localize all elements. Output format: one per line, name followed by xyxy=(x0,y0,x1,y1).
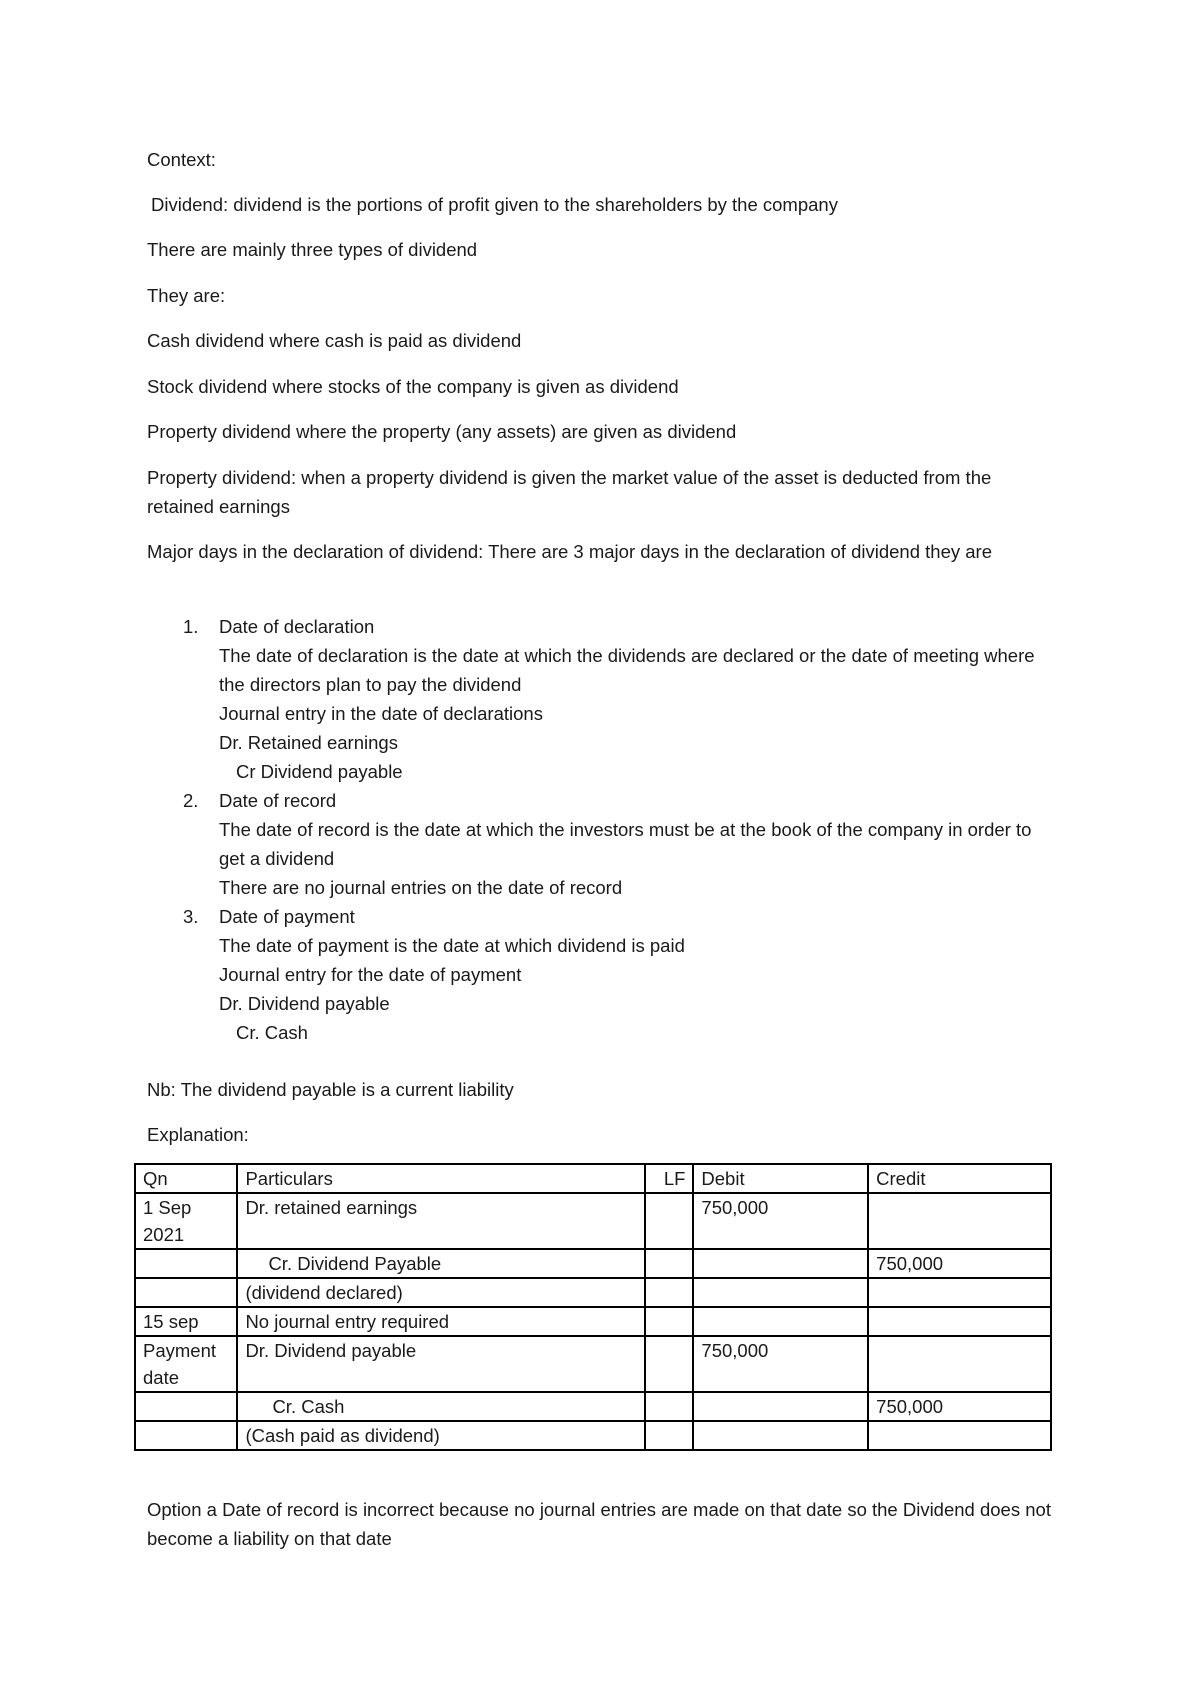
option-a-text: Option a Date of record is incorrect because no journal entries are made on that date so the Dividend does not become a liability on that date xyxy=(147,1499,1051,1549)
cell-particulars: Cr. Dividend Payable xyxy=(237,1249,645,1278)
list-item-debit-entry: Dr. Retained earnings xyxy=(219,732,398,753)
cell-debit xyxy=(693,1249,868,1278)
cell-debit xyxy=(693,1307,868,1336)
header-credit: Credit xyxy=(868,1164,1051,1193)
header-debit: Debit xyxy=(693,1164,868,1193)
cell-debit xyxy=(693,1392,868,1421)
cell-qn xyxy=(135,1421,237,1450)
cell-qn xyxy=(135,1249,237,1278)
cell-credit xyxy=(868,1336,1051,1392)
list-item-description: The date of record is the date at which the investors must be at the book of the company in order to get a dividend xyxy=(219,819,1032,869)
table-row xyxy=(135,1307,1051,1336)
cell-lf xyxy=(645,1392,693,1421)
cell-particulars: Dr. retained earnings xyxy=(237,1193,645,1249)
cell-particulars: (dividend declared) xyxy=(237,1278,645,1307)
list-item-journal-note: Journal entry for the date of payment xyxy=(219,964,522,985)
list-item-credit-entry: Cr Dividend payable xyxy=(236,761,403,782)
cell-particulars: (Cash paid as dividend) xyxy=(237,1421,645,1450)
cell-lf xyxy=(645,1336,693,1392)
cell-qn: 1 Sep 2021 xyxy=(135,1193,237,1249)
three-types-text: There are mainly three types of dividend xyxy=(147,239,478,260)
cell-debit xyxy=(693,1278,868,1307)
list-item-title: Date of record xyxy=(219,790,337,811)
list-item xyxy=(147,612,1053,786)
list-item xyxy=(147,786,1053,902)
cell-lf xyxy=(645,1307,693,1336)
cell-particulars: Dr. Dividend payable xyxy=(237,1336,645,1392)
table-header-row xyxy=(135,1164,1051,1193)
dividend-dates-list xyxy=(147,612,1053,1047)
list-item-title: Date of payment xyxy=(219,906,355,927)
table-row xyxy=(135,1336,1051,1392)
journal-table xyxy=(134,1163,1052,1451)
cell-lf xyxy=(645,1249,693,1278)
cell-lf xyxy=(645,1278,693,1307)
list-item-description: The date of payment is the date at which dividend is paid xyxy=(219,935,685,956)
cell-qn: 15 sep xyxy=(135,1307,237,1336)
header-particulars: Particulars xyxy=(237,1164,645,1193)
cell-credit xyxy=(868,1307,1051,1336)
cell-debit: 750,000 xyxy=(693,1193,868,1249)
list-item-journal-note: Journal entry in the date of declarations xyxy=(219,703,543,724)
table-row xyxy=(135,1193,1051,1249)
cell-credit xyxy=(868,1421,1051,1450)
list-item-debit-entry: Dr. Dividend payable xyxy=(219,993,390,1014)
cell-credit xyxy=(868,1193,1051,1249)
cell-qn xyxy=(135,1392,237,1421)
list-number: 3. xyxy=(183,906,199,927)
cell-lf xyxy=(645,1421,693,1450)
list-item-description: The date of declaration is the date at which the dividends are declared or the date of meeting where the directors plan to pay the dividend xyxy=(219,645,1035,695)
list-item xyxy=(147,902,1053,1047)
cell-debit: 750,000 xyxy=(693,1336,868,1392)
list-item-title: Date of declaration xyxy=(219,616,375,637)
list-item-credit-entry: Cr. Cash xyxy=(236,1022,308,1043)
cell-particulars: Cr. Cash xyxy=(237,1392,645,1421)
cell-credit xyxy=(868,1278,1051,1307)
table-row xyxy=(135,1249,1051,1278)
table-row xyxy=(135,1392,1051,1421)
property-dividend-definition: Property dividend: when a property dividend is given the market value of the asset is deducted from the retained earnings xyxy=(147,467,992,517)
cell-qn: Payment date xyxy=(135,1336,237,1392)
table-row xyxy=(135,1278,1051,1307)
cell-particulars: No journal entry required xyxy=(237,1307,645,1336)
cell-qn xyxy=(135,1278,237,1307)
stock-dividend-text: Stock dividend where stocks of the company is given as dividend xyxy=(147,376,679,397)
cell-credit: 750,000 xyxy=(868,1249,1051,1278)
cell-debit xyxy=(693,1421,868,1450)
header-lf: LF xyxy=(645,1164,693,1193)
cell-credit: 750,000 xyxy=(868,1392,1051,1421)
explanation-label: Explanation: xyxy=(147,1124,249,1145)
list-item-journal-note: There are no journal entries on the date of record xyxy=(219,877,623,898)
they-are-text: They are: xyxy=(147,285,226,306)
dividend-definition: Dividend: dividend is the portions of profit given to the shareholders by the company xyxy=(151,194,838,215)
cash-dividend-text: Cash dividend where cash is paid as dividend xyxy=(147,330,522,351)
table-row xyxy=(135,1421,1051,1450)
property-dividend-text: Property dividend where the property (any assets) are given as dividend xyxy=(147,421,737,442)
list-number: 1. xyxy=(183,616,199,637)
cell-lf xyxy=(645,1193,693,1249)
header-qn: Qn xyxy=(135,1164,237,1193)
context-label: Context: xyxy=(147,149,216,170)
nb-note: Nb: The dividend payable is a current liability xyxy=(147,1079,514,1100)
major-days-text: Major days in the declaration of dividend: There are 3 major days in the declaration of dividend they are xyxy=(147,541,992,562)
list-number: 2. xyxy=(183,790,199,811)
